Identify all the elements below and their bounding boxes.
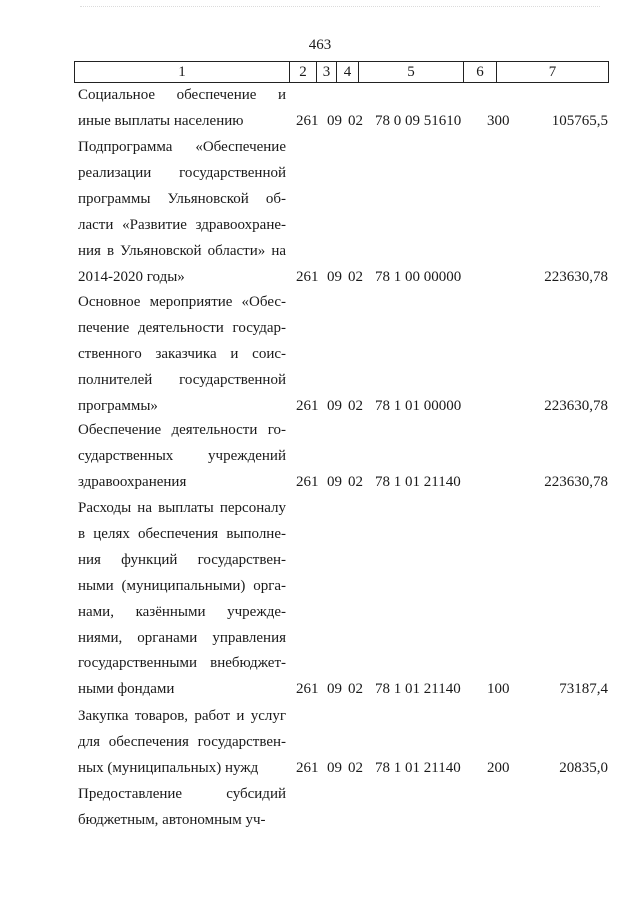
target-article-code: 78 0 09 51610 bbox=[375, 112, 462, 129]
description-line: Предоставление субсидий bbox=[78, 786, 286, 802]
description-line: полнителей государственной bbox=[78, 371, 286, 388]
row-description bbox=[78, 782, 286, 834]
table-row bbox=[78, 704, 608, 782]
description-line: Закупка товаров, работ и услуг bbox=[78, 708, 286, 724]
description-line: Основное мероприятие «Обес- bbox=[78, 294, 286, 310]
description-line: ными фондами bbox=[78, 681, 175, 698]
row-values bbox=[296, 394, 608, 420]
subsection-code: 02 bbox=[348, 681, 363, 698]
header-col-4: 4 bbox=[337, 62, 359, 82]
chapter-code: 261 bbox=[296, 112, 319, 129]
row-description bbox=[78, 135, 286, 290]
chapter-code: 261 bbox=[296, 268, 319, 285]
row-values bbox=[296, 109, 608, 135]
amount-value: 20835,0 bbox=[559, 759, 608, 776]
table-header bbox=[74, 61, 609, 83]
description-line: Социальное обеспечение и bbox=[78, 87, 286, 103]
description-line: Расходы на выплаты персоналу bbox=[78, 500, 286, 516]
description-line: 2014-2020 годы» bbox=[78, 268, 185, 285]
table-row bbox=[78, 83, 608, 135]
description-line: сударственных учреждений bbox=[78, 447, 286, 464]
row-description bbox=[78, 704, 286, 782]
table-row bbox=[78, 496, 608, 703]
description-line: Обеспечение деятельности го- bbox=[78, 422, 286, 438]
header-col-6: 6 bbox=[464, 62, 497, 82]
description-line: бюджетным, автономным уч- bbox=[78, 811, 266, 828]
target-article-code: 78 1 00 00000 bbox=[375, 268, 462, 285]
expense-type-code: 100 bbox=[487, 681, 510, 698]
description-line: для обеспечения государствен- bbox=[78, 733, 286, 750]
description-line: Подпрограмма «Обеспечение bbox=[78, 139, 286, 155]
description-line: в целях обеспечения выполне- bbox=[78, 525, 286, 542]
chapter-code: 261 bbox=[296, 473, 319, 490]
row-description bbox=[78, 290, 286, 420]
description-line: иные выплаты населению bbox=[78, 112, 244, 129]
description-line: программы» bbox=[78, 397, 158, 414]
chapter-code: 261 bbox=[296, 759, 319, 776]
description-line: ными (муниципальными) орга- bbox=[78, 577, 286, 594]
section-code: 09 bbox=[327, 112, 342, 129]
amount-value: 223630,78 bbox=[544, 268, 608, 285]
amount-value: 223630,78 bbox=[544, 473, 608, 490]
section-code: 09 bbox=[327, 759, 342, 776]
row-values bbox=[296, 677, 608, 703]
target-article-code: 78 1 01 21140 bbox=[375, 681, 461, 698]
row-description bbox=[78, 418, 286, 496]
description-line: ных (муниципальных) нужд bbox=[78, 759, 259, 776]
description-line: ния в Ульяновской области» на bbox=[78, 242, 286, 259]
description-line: программы Ульяновской об- bbox=[78, 190, 286, 207]
description-line: ния функций государствен- bbox=[78, 551, 286, 568]
description-line: здравоохранения bbox=[78, 473, 187, 490]
description-line: реализации государственной bbox=[78, 164, 286, 181]
table-row bbox=[78, 782, 608, 834]
subsection-code: 02 bbox=[348, 112, 363, 129]
target-article-code: 78 1 01 21140 bbox=[375, 473, 461, 490]
subsection-code: 02 bbox=[348, 397, 363, 414]
table-row bbox=[78, 290, 608, 420]
expense-type-code: 200 bbox=[487, 759, 510, 776]
row-values bbox=[296, 756, 608, 782]
description-line: ниями, органами управления bbox=[78, 629, 286, 646]
amount-value: 223630,78 bbox=[544, 397, 608, 414]
row-description bbox=[78, 83, 286, 135]
header-col-5: 5 bbox=[359, 62, 464, 82]
target-article-code: 78 1 01 21140 bbox=[375, 759, 461, 776]
chapter-code: 261 bbox=[296, 681, 319, 698]
header-col-1: 1 bbox=[75, 62, 290, 82]
section-code: 09 bbox=[327, 397, 342, 414]
header-col-3: 3 bbox=[317, 62, 337, 82]
chapter-code: 261 bbox=[296, 397, 319, 414]
scan-noise bbox=[80, 6, 600, 11]
expense-type-code: 300 bbox=[487, 112, 510, 129]
table-row bbox=[78, 135, 608, 290]
row-values bbox=[296, 265, 608, 291]
description-line: ственного заказчика и соис- bbox=[78, 345, 286, 362]
row-values bbox=[296, 470, 608, 496]
subsection-code: 02 bbox=[348, 759, 363, 776]
row-description bbox=[78, 496, 286, 703]
section-code: 09 bbox=[327, 473, 342, 490]
header-col-2: 2 bbox=[290, 62, 317, 82]
row-values bbox=[296, 808, 608, 834]
description-line: государственными внебюджет- bbox=[78, 655, 286, 672]
amount-value: 105765,5 bbox=[551, 112, 608, 129]
section-code: 09 bbox=[327, 268, 342, 285]
description-line: печение деятельности государ- bbox=[78, 319, 286, 336]
description-line: нами, казёнными учрежде- bbox=[78, 603, 286, 620]
section-code: 09 bbox=[327, 681, 342, 698]
target-article-code: 78 1 01 00000 bbox=[375, 397, 462, 414]
header-col-7: 7 bbox=[548, 63, 557, 80]
page-number: 463 bbox=[308, 37, 332, 53]
table-row bbox=[78, 418, 608, 496]
subsection-code: 02 bbox=[348, 473, 363, 490]
description-line: ласти «Развитие здравоохране- bbox=[78, 216, 286, 233]
subsection-code: 02 bbox=[348, 268, 363, 285]
amount-value: 73187,4 bbox=[559, 681, 608, 698]
